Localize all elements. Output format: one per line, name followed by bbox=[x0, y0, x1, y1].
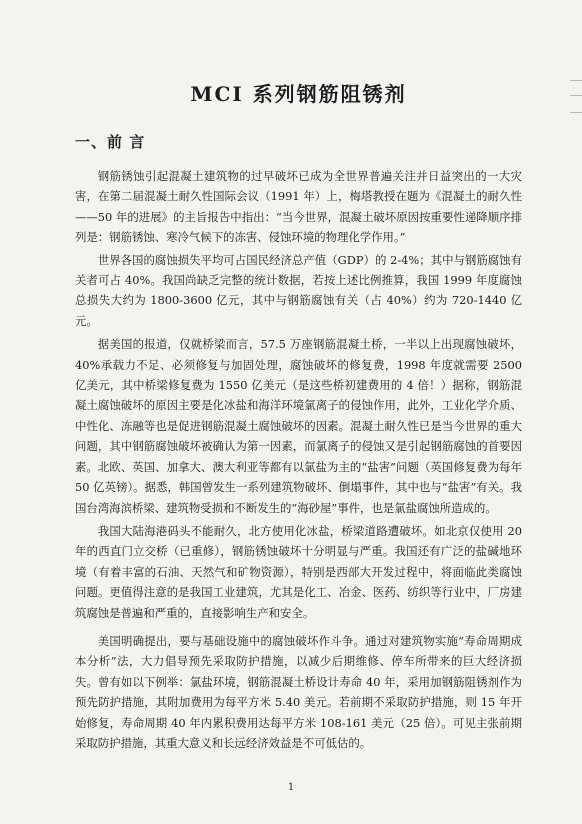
paragraph-3: 据美国的报道，仅就桥梁而言，57.5 万座钢筋混凝土桥，一半以上出现腐蚀破坏，40%承载力不足、必须修复与加固处理，腐蚀破坏的修复费，1998 年度就需要 2500 亿美元，其中桥梁修复费为 1550 亿美元（是这些桥初建费用的 4 倍！）据称，钢筋混凝土腐蚀破坏的原因主要是化冰盐和海洋环境氯离子的侵蚀作用，此外，工业化学介质、中性化、冻融等也是促进钢筋混凝土腐蚀破坏的因素。混凝土耐久性已是当今世界的重大问题，其中钢筋腐蚀破坏被确认为第一因素，而氯离子的侵蚀又是引起钢筋腐蚀的首要因素。北欧、英国、加拿大、澳大利亚等都有以氯盐为主的“盐害”问题（英国修复费为每年 50 亿英镑）。据悉，韩国曾发生一系列建筑物破坏、倒塌事件，其中也与“盐害”有关。我国台湾海滨桥梁、建筑物受损和不断发生的“海砂屋”事件，也是氯盐腐蚀所造成的。 bbox=[75, 337, 522, 515]
paragraph-2: 世界各国的腐蚀损失平均可占国民经济总产值（GDP）的 2-4%；其中与钢筋腐蚀有关者可占 40%。我国尚缺乏完整的统计数据，若按上述比例推算，我国 1999 年度腐蚀总损失大约为 1800-3600 亿元，其中与钢筋腐蚀有关（占 40%）约为 720-1440 亿元。 bbox=[75, 252, 522, 328]
paragraph-5: 美国明确提出，要与基础设施中的腐蚀破坏作斗争。通过对建筑物实施“寿命周期成本分析”法，大力倡导预先采取防护措施，以减少后期维修、停车所带来的巨大经济损失。曾有如以下例举：氯盐环境，钢筋混凝土桥设计寿命 40 年，采用加钢筋阻锈剂作为预先防护措施，其附加费用为每平方米 5.40 美元。若前期不采取防护措施，则 15 年开始修复，寿命周期 40 年内累积费用达每平方米 108-161 美元（25 倍）。可见主张前期采取防护措施，其重大意义和长远经济效益是不可低估的。 bbox=[75, 633, 522, 750]
document-title: MCI 系列钢筋阻锈剂 bbox=[190, 82, 407, 106]
scan-edge-mark bbox=[570, 112, 582, 113]
paragraph-4: 我国大陆海港码头不能耐久，北方使用化冰盐，桥梁道路遭破坏。如北京仅使用 20 年的西直门立交桥（已重修），钢筋锈蚀破坏十分明显与严重。我国还有广泛的盐碱地环境（有着丰富的石油、天然气和矿物资源），特别是西部大开发过程中，将面临此类腐蚀问题。更值得注意的是我国工业建筑，尤其是化工、冶金、医药、纺织等行业中，厂房建筑腐蚀是普遍和严重的，直接影响生产和安全。 bbox=[75, 523, 522, 620]
page-number: 1 bbox=[287, 782, 295, 793]
scan-edge-mark bbox=[570, 80, 582, 81]
paragraph-1: 钢筋锈蚀引起混凝土建筑物的过早破坏已成为全世界普遍关注并日益突出的一大灾害，在第二届混凝土耐久性国际会议（1991 年）上，梅塔教授在题为《混凝土的耐久性——50 年的进展》的主旨报告中指出：“当今世界，混凝土破坏原因按重要性递降顺序排列是：钢筋锈蚀、寒冷气候下的冻害、侵蚀环境的物理化学作用。” bbox=[75, 169, 522, 245]
scan-edge-mark bbox=[570, 95, 582, 96]
section-heading: 一、前 言 bbox=[75, 133, 146, 151]
